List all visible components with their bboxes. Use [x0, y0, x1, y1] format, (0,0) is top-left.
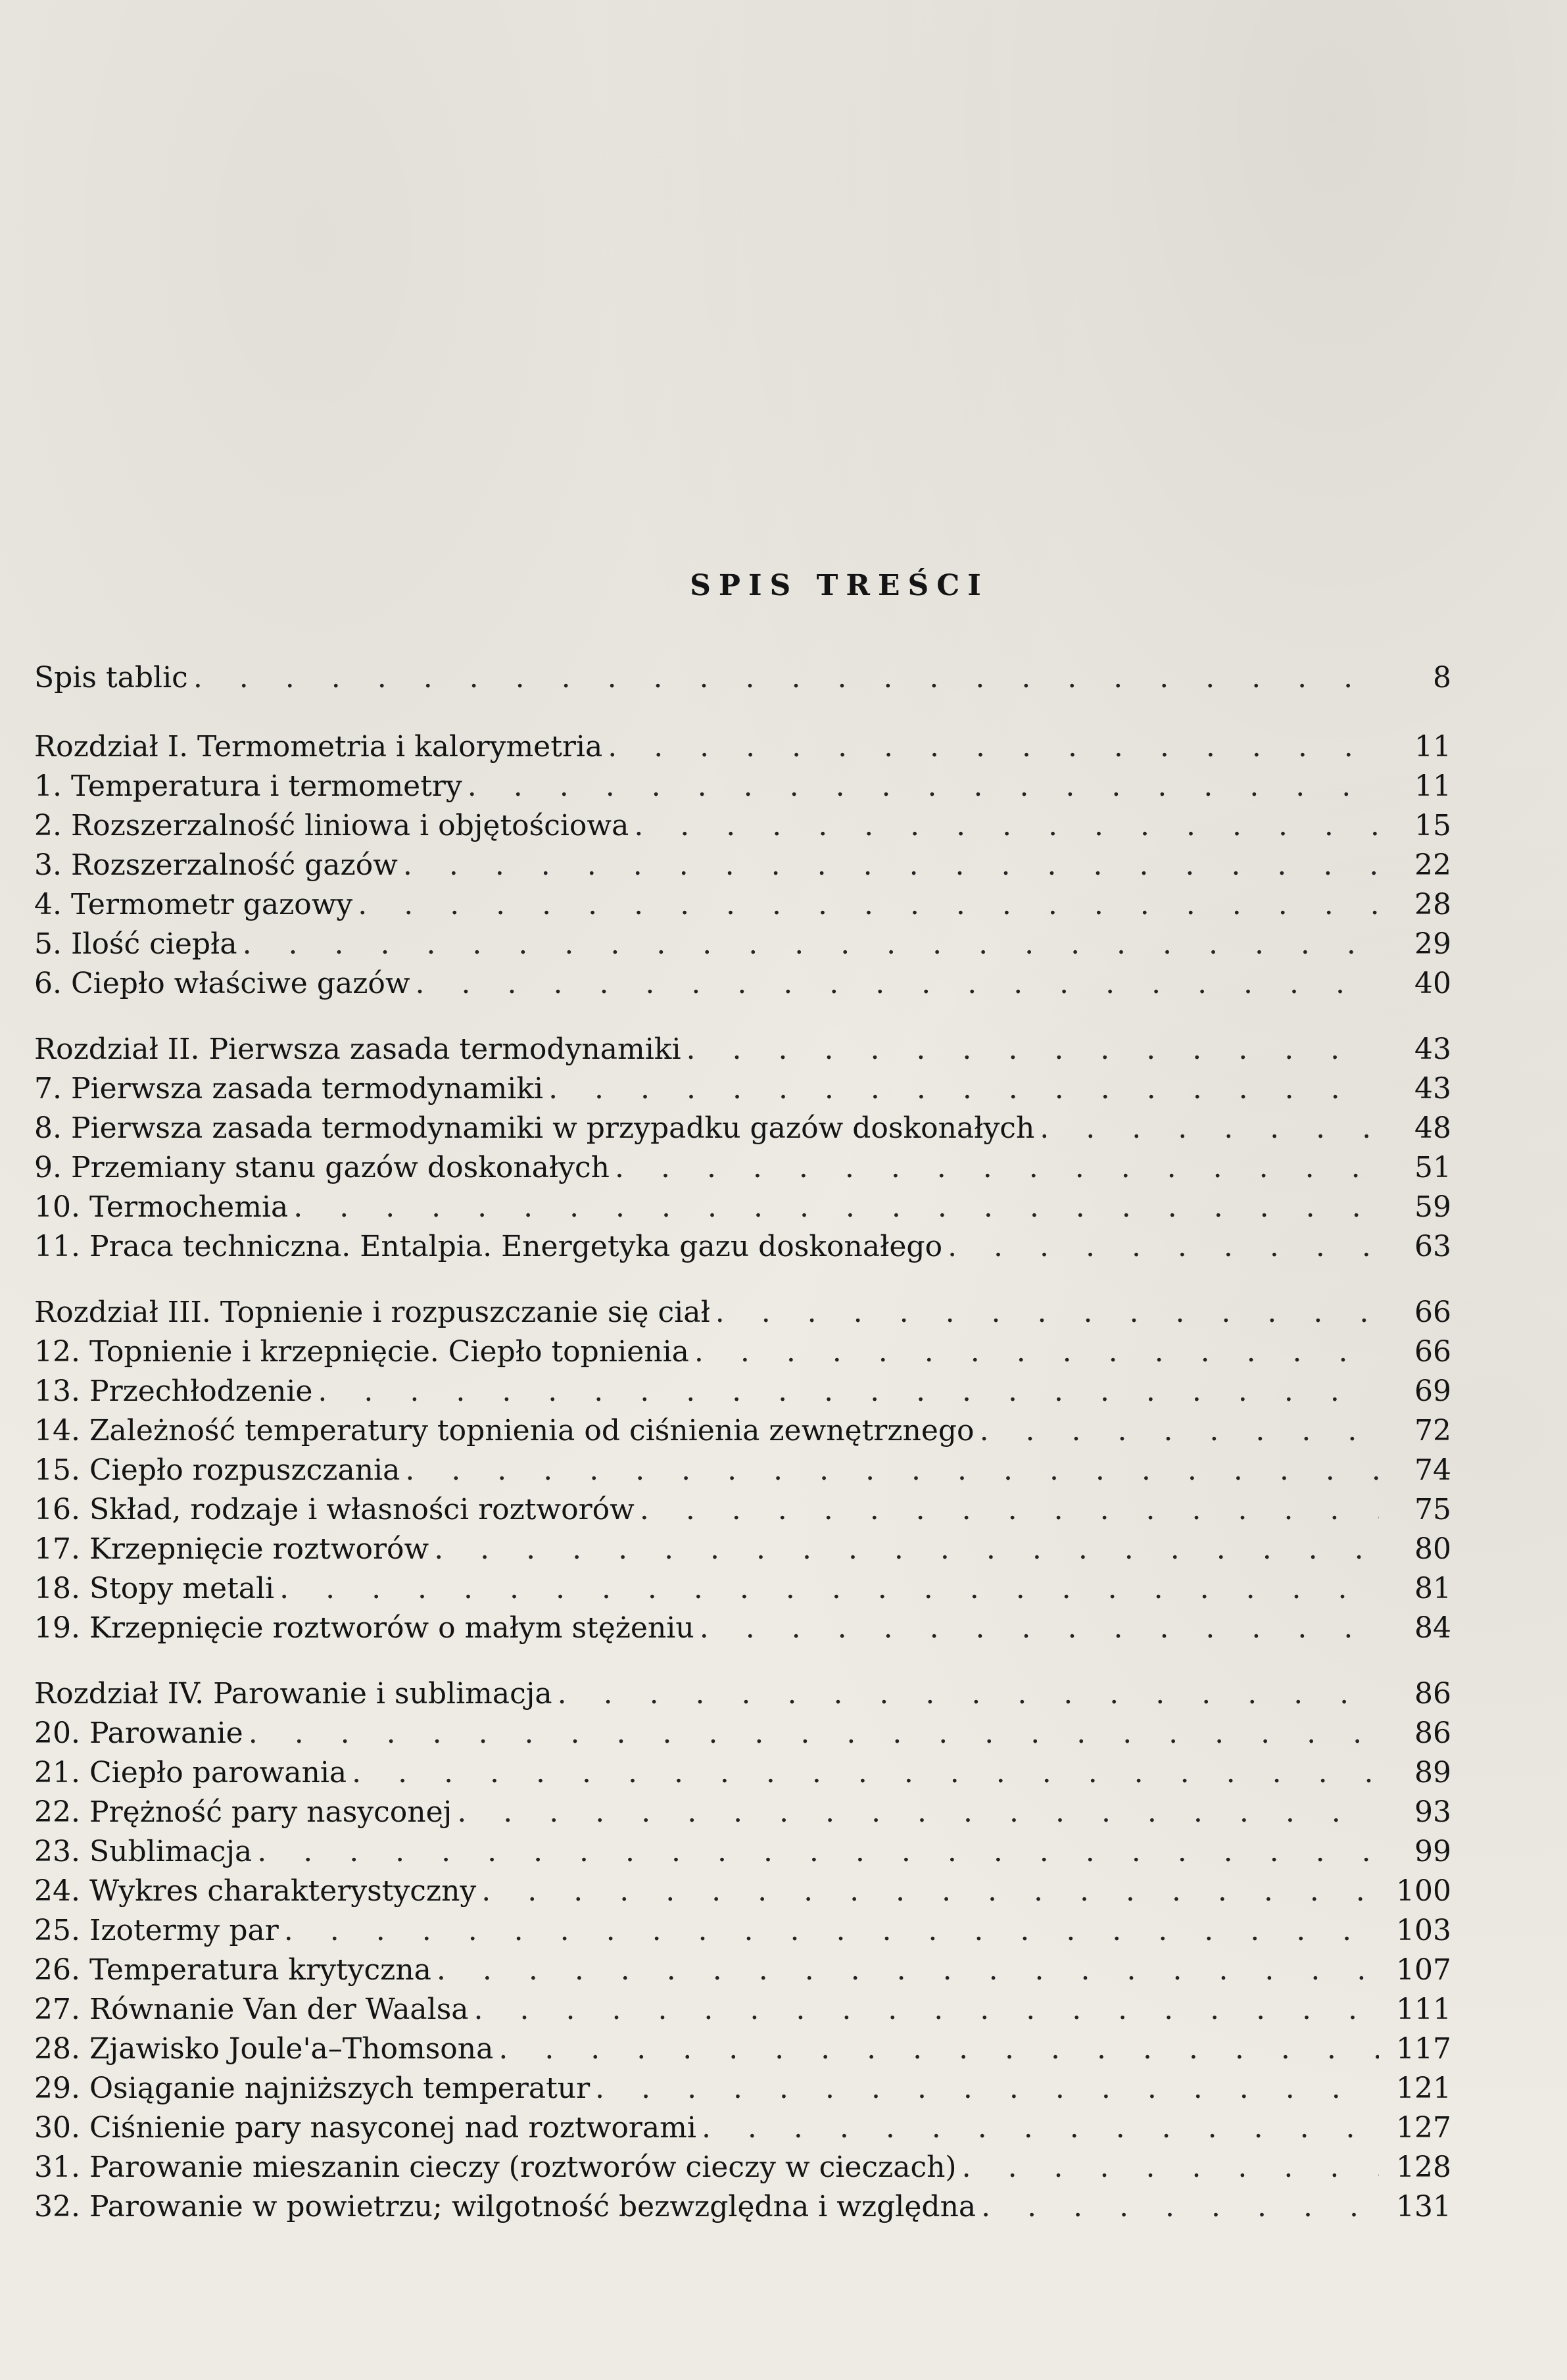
toc-section-label: Izotermy par [89, 1914, 279, 1947]
toc-section-entry [34, 2072, 1451, 2111]
toc-section-label: Temperatura krytyczna [89, 1953, 431, 1987]
toc-section-entry [34, 848, 1451, 888]
toc-section-label: Ciśnienie pary nasyconej nad roztworami [89, 2111, 696, 2145]
dot-leader [548, 1072, 1379, 1105]
toc-section-number: 10. [34, 1190, 80, 1224]
dot-leader [474, 1993, 1379, 2026]
toc-page-number: 93 [1414, 1795, 1451, 1829]
toc-section-label: Pierwsza zasada termodynamiki w przypadku gazów doskonałych [70, 1111, 1035, 1145]
dot-leader [284, 1914, 1379, 1947]
toc-chapter-label: Rozdział III. Topnienie i rozpuszczanie się ciał [34, 1296, 710, 1329]
toc-section-number: 24. [34, 1874, 80, 1908]
toc-section-number: 29. [34, 2072, 80, 2105]
toc-section-label: Topnienie i krzepnięcie. Ciepło topnienia [89, 1335, 689, 1369]
toc-section-entry [34, 1835, 1451, 1874]
toc-section-entry [34, 967, 1451, 1006]
toc-section-entry [34, 1953, 1451, 1993]
toc-section-entry [34, 1532, 1451, 1572]
dot-leader [498, 2032, 1379, 2066]
dot-leader [468, 769, 1379, 803]
toc-section-number: 32. [34, 2190, 80, 2223]
toc-section-entry [34, 1111, 1451, 1151]
toc-section-label: Termochemia [89, 1190, 289, 1224]
toc-page-number: 59 [1414, 1190, 1451, 1224]
dot-leader [1040, 1111, 1379, 1145]
dot-leader [405, 1453, 1379, 1487]
toc-section-label: Stopy metali [89, 1572, 275, 1605]
toc-section-label: Termometr gazowy [70, 888, 353, 921]
toc-section-entry [34, 1453, 1451, 1493]
page-title: SPIS TREŚCI [690, 569, 989, 602]
toc-section-label: Parowanie mieszanin cieczy (roztworów cieczy w cieczach) [89, 2150, 957, 2184]
dot-leader [358, 888, 1379, 921]
toc-page-number: 66 [1414, 1296, 1451, 1329]
toc-section-label: Skład, rodzaje i własności roztworów [89, 1493, 635, 1526]
dot-leader [608, 730, 1379, 764]
toc-page-number: 117 [1396, 2032, 1451, 2066]
dot-leader [715, 1296, 1379, 1329]
toc-section-entry [34, 2190, 1451, 2229]
toc-section-number: 22. [34, 1795, 80, 1829]
toc-page-number: 22 [1414, 848, 1451, 882]
toc-section-number: 30. [34, 2111, 80, 2145]
toc-section-number: 4. [34, 888, 62, 921]
dot-leader [193, 661, 1379, 694]
toc-page-number: 89 [1414, 1756, 1451, 1789]
toc-section-number: 11. [34, 1230, 80, 1263]
toc-page-number: 103 [1396, 1914, 1451, 1947]
dot-leader [948, 1230, 1379, 1263]
table-of-contents [34, 661, 1451, 2229]
toc-section-entry [34, 2032, 1451, 2072]
dot-leader [293, 1190, 1379, 1224]
toc-section-number: 26. [34, 1953, 80, 1987]
toc-page-number: 74 [1414, 1453, 1451, 1487]
toc-section-number: 6. [34, 967, 62, 1000]
dot-leader [962, 2150, 1379, 2184]
dot-leader [558, 1677, 1379, 1711]
toc-section-label: Równanie Van der Waalsa [89, 1993, 469, 2026]
toc-section-entry [34, 1914, 1451, 1953]
toc-section-entry [34, 809, 1451, 848]
toc-page-number: 11 [1414, 769, 1451, 803]
dot-leader [249, 1716, 1379, 1750]
toc-section-entry [34, 1716, 1451, 1756]
toc-section-label: Sublimacja [89, 1835, 253, 1868]
toc-page-number: 28 [1414, 888, 1451, 921]
toc-page-number: 80 [1414, 1532, 1451, 1566]
toc-section-number: 1. [34, 769, 62, 803]
toc-section-number: 3. [34, 848, 62, 882]
toc-section-entry [34, 1993, 1451, 2032]
toc-section-entry [34, 1190, 1451, 1230]
toc-chapter-label: Rozdział IV. Parowanie i sublimacja [34, 1677, 552, 1711]
toc-section-number: 5. [34, 927, 62, 961]
toc-page-number: 40 [1414, 967, 1451, 1000]
toc-section-entry [34, 1072, 1451, 1111]
toc-page-number: 86 [1414, 1716, 1451, 1750]
dot-leader [437, 1953, 1379, 1987]
dot-leader [595, 2072, 1379, 2105]
dot-leader [416, 967, 1379, 1000]
toc-section-entry [34, 1572, 1451, 1611]
toc-section-label: Rozszerzalność gazów [70, 848, 398, 882]
dot-leader [687, 1032, 1379, 1066]
toc-section-number: 2. [34, 809, 62, 842]
toc-section-label: Ilość ciepła [70, 927, 237, 961]
toc-page-number: 81 [1414, 1572, 1451, 1605]
dot-leader [694, 1335, 1379, 1369]
toc-section-label: Pierwsza zasada termodynamiki [70, 1072, 544, 1105]
toc-section-label: Parowanie [89, 1716, 243, 1750]
toc-page-number: 29 [1414, 927, 1451, 961]
toc-chapter-heading [34, 1677, 1451, 1716]
toc-section-number: 25. [34, 1914, 80, 1947]
toc-page-number: 131 [1396, 2190, 1451, 2223]
toc-chapter-label: Rozdział II. Pierwsza zasada termodynamiki [34, 1032, 681, 1066]
dot-leader [980, 1414, 1379, 1447]
toc-section-entry [34, 1414, 1451, 1453]
toc-page-number: 75 [1414, 1493, 1451, 1526]
toc-entry-label: Spis tablic [34, 661, 188, 694]
toc-section-label: Praca techniczna. Entalpia. Energetyka gazu doskonałego [89, 1230, 943, 1263]
dot-leader [700, 1611, 1379, 1645]
toc-section-number: 27. [34, 1993, 80, 2026]
dot-leader [702, 2111, 1379, 2145]
toc-section-entry [34, 1756, 1451, 1795]
dot-leader [352, 1756, 1379, 1789]
toc-chapter-label: Rozdział I. Termometria i kalorymetria [34, 730, 603, 764]
toc-page-number: 66 [1414, 1335, 1451, 1369]
toc-chapter-heading [34, 730, 1451, 769]
toc-section-number: 21. [34, 1756, 80, 1789]
toc-section-entry [34, 1374, 1451, 1414]
chapter-list [34, 730, 1451, 2229]
toc-section-entry [34, 1230, 1451, 1269]
toc-section-label: Wykres charakterystyczny [89, 1874, 477, 1908]
toc-page-number: 111 [1396, 1993, 1451, 2026]
toc-section-number: 12. [34, 1335, 80, 1369]
toc-section-label: Osiąganie najniższych temperatur [89, 2072, 591, 2105]
toc-page-number: 127 [1396, 2111, 1451, 2145]
dot-leader [257, 1835, 1379, 1868]
toc-section-label: Zjawisko Joule'a–Thomsona [89, 2032, 494, 2066]
toc-section-number: 16. [34, 1493, 80, 1526]
toc-section-number: 19. [34, 1611, 80, 1645]
toc-section-entry [34, 1493, 1451, 1532]
toc-chapter-heading [34, 1032, 1451, 1072]
toc-page-number: 121 [1396, 2072, 1451, 2105]
dot-leader [634, 809, 1379, 842]
toc-page-number: 100 [1396, 1874, 1451, 1908]
toc-section-number: 9. [34, 1151, 62, 1184]
toc-section-label: Przechłodzenie [89, 1374, 313, 1408]
toc-page-number: 15 [1414, 809, 1451, 842]
dot-leader [481, 1874, 1379, 1908]
toc-section-entry [34, 1611, 1451, 1651]
toc-section-number: 28. [34, 2032, 80, 2066]
toc-page-number: 8 [1433, 661, 1451, 694]
toc-page-number: 43 [1414, 1032, 1451, 1066]
toc-section-number: 8. [34, 1111, 62, 1145]
toc-section-entry [34, 2111, 1451, 2150]
toc-entry-spis-tablic [34, 661, 1451, 700]
toc-section-label: Prężność pary nasyconej [89, 1795, 452, 1829]
toc-chapter-heading [34, 1296, 1451, 1335]
toc-section-entry [34, 888, 1451, 927]
toc-page-number: 51 [1414, 1151, 1451, 1184]
toc-page-number: 63 [1414, 1230, 1451, 1263]
toc-section-entry [34, 927, 1451, 967]
dot-leader [615, 1151, 1379, 1184]
toc-section-label: Parowanie w powietrzu; wilgotność bezwzględna i względna [89, 2190, 976, 2223]
toc-page-number: 43 [1414, 1072, 1451, 1105]
toc-section-number: 15. [34, 1453, 80, 1487]
dot-leader [457, 1795, 1379, 1829]
toc-section-number: 31. [34, 2150, 80, 2184]
toc-section-number: 17. [34, 1532, 80, 1566]
toc-section-entry [34, 1151, 1451, 1190]
toc-section-label: Temperatura i termometry [70, 769, 462, 803]
toc-section-number: 7. [34, 1072, 62, 1105]
toc-page-number: 84 [1414, 1611, 1451, 1645]
toc-section-label: Krzepnięcie roztworów [89, 1532, 429, 1566]
toc-page-number: 99 [1414, 1835, 1451, 1868]
toc-section-label: Przemiany stanu gazów doskonałych [70, 1151, 610, 1184]
toc-section-number: 14. [34, 1414, 80, 1447]
toc-section-entry [34, 1874, 1451, 1914]
toc-page-number: 72 [1414, 1414, 1451, 1447]
dot-leader [640, 1493, 1379, 1526]
toc-section-label: Krzepnięcie roztworów o małym stężeniu [89, 1611, 694, 1645]
toc-section-number: 23. [34, 1835, 80, 1868]
dot-leader [434, 1532, 1379, 1566]
toc-section-entry [34, 1335, 1451, 1374]
toc-section-label: Ciepło parowania [89, 1756, 347, 1789]
toc-page-number: 48 [1414, 1111, 1451, 1145]
dot-leader [403, 848, 1379, 882]
toc-section-number: 20. [34, 1716, 80, 1750]
toc-section-label: Ciepło rozpuszczania [89, 1453, 400, 1487]
toc-section-entry [34, 2150, 1451, 2190]
dot-leader [279, 1572, 1379, 1605]
toc-section-entry [34, 769, 1451, 809]
toc-page-number: 128 [1396, 2150, 1451, 2184]
toc-page-number: 86 [1414, 1677, 1451, 1711]
dot-leader [318, 1374, 1379, 1408]
toc-section-entry [34, 1795, 1451, 1835]
toc-section-label: Ciepło właściwe gazów [70, 967, 410, 1000]
dot-leader [981, 2190, 1379, 2223]
toc-section-number: 18. [34, 1572, 80, 1605]
toc-page-number: 69 [1414, 1374, 1451, 1408]
toc-page-number: 11 [1414, 730, 1451, 764]
toc-section-label: Rozszerzalność liniowa i objętościowa [70, 809, 629, 842]
toc-section-number: 13. [34, 1374, 80, 1408]
dot-leader [243, 927, 1379, 961]
toc-page-number: 107 [1396, 1953, 1451, 1987]
toc-section-label: Zależność temperatury topnienia od ciśnienia zewnętrznego [89, 1414, 975, 1447]
